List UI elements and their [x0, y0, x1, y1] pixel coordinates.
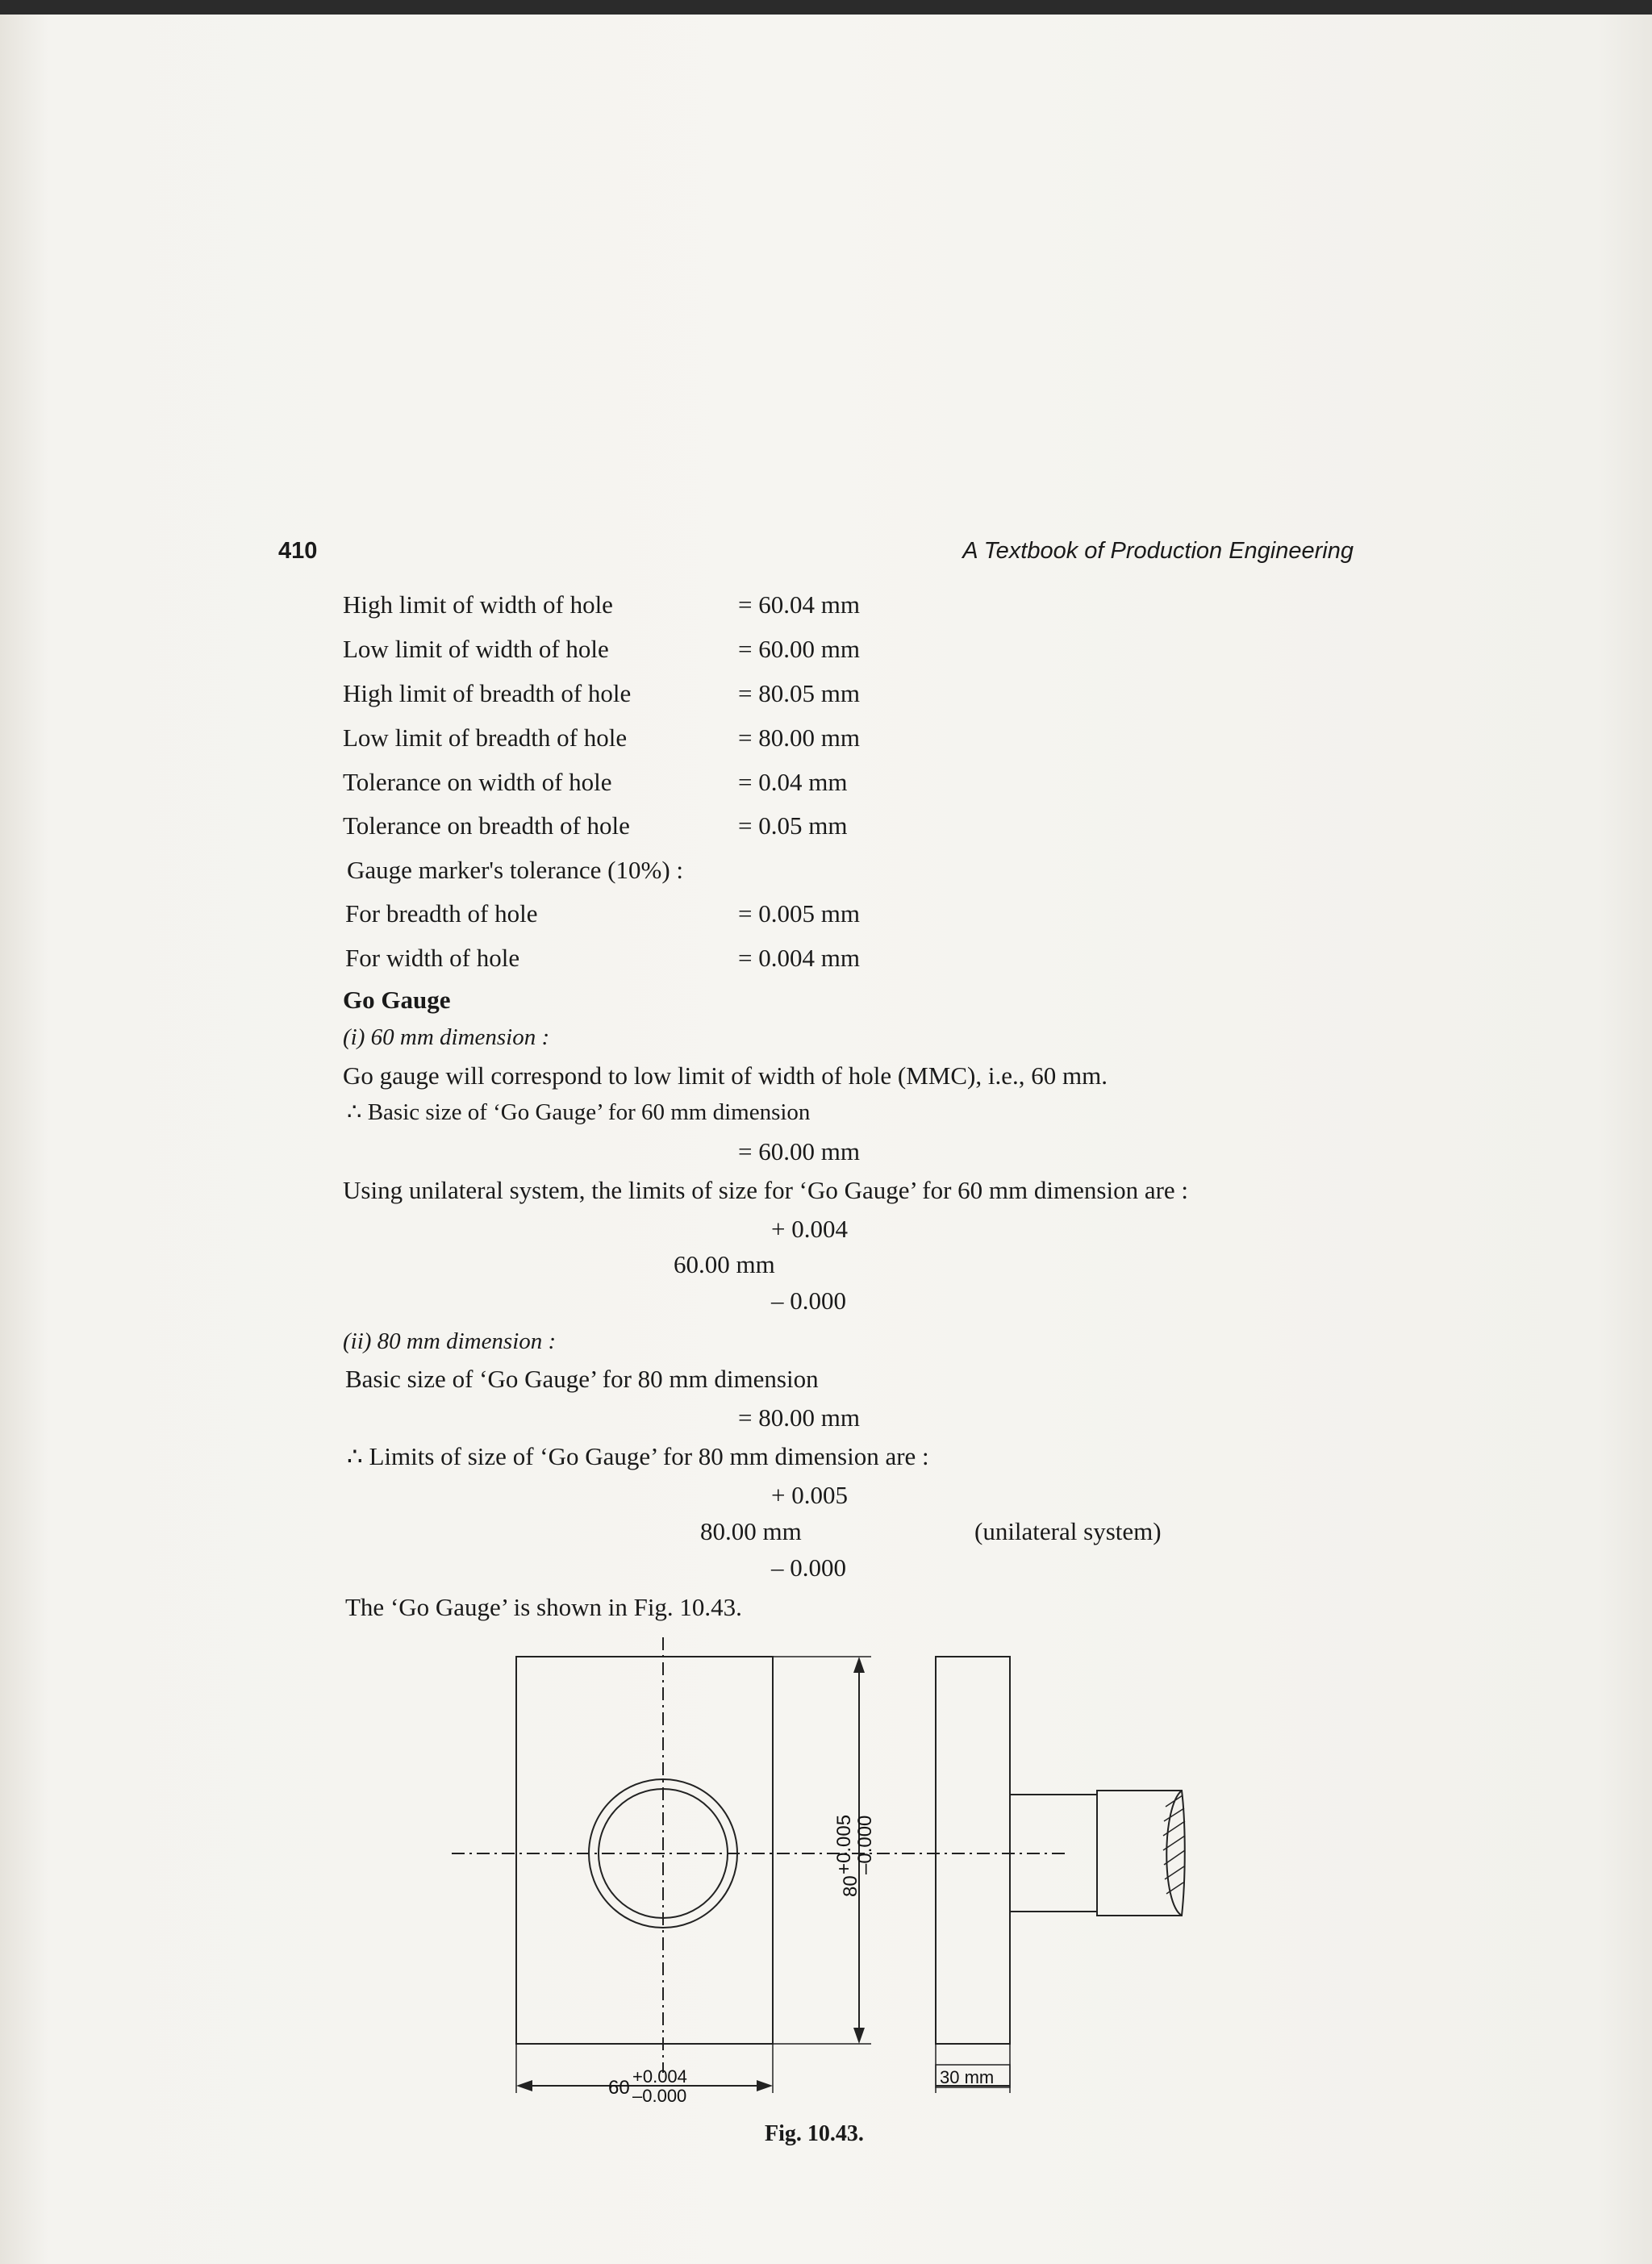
figure-caption: Fig. 10.43. [765, 2121, 864, 2146]
gauge-plate-outline [516, 1657, 773, 2044]
go-gauge-drawing [452, 1637, 1210, 2105]
upper-tolerance: + 0.004 [771, 1215, 848, 1243]
thickness-dim-value: 30 mm [940, 2067, 995, 2087]
subsection-heading: (i) 60 mm dimension : [343, 1024, 550, 1050]
paragraph-line: Using unilateral system, the limits of size for ‘Go Gauge’ for 60 mm dimension are : [343, 1176, 1189, 1204]
limit-label: Tolerance on breadth of hole [343, 811, 630, 840]
limit-value: = 0.05 mm [738, 811, 848, 840]
page-number: 410 [278, 538, 318, 564]
horizontal-dim-tol-upper: +0.004 [632, 2066, 687, 2087]
basic-size-value: = 60.00 mm [738, 1137, 860, 1165]
basic-dimension: 60.00 mm [674, 1250, 775, 1278]
tolerance-label: For width of hole [345, 944, 520, 972]
tolerance-label: For breadth of hole [345, 899, 538, 928]
scan-top-edge [0, 0, 1652, 15]
limit-label: High limit of width of hole [343, 590, 613, 619]
limit-value: = 80.05 mm [738, 679, 860, 707]
paragraph-line: Basic size of ‘Go Gauge’ for 80 mm dimension [345, 1365, 819, 1393]
limit-value: = 80.00 mm [738, 723, 860, 752]
horizontal-dim-tol-lower: –0.000 [632, 2086, 687, 2105]
subsection-heading: (ii) 80 mm dimension : [343, 1328, 557, 1354]
limit-label: Low limit of width of hole [343, 635, 609, 663]
lower-tolerance: – 0.000 [771, 1286, 846, 1315]
limit-value: = 0.04 mm [738, 768, 848, 796]
limit-label: High limit of breadth of hole [343, 679, 632, 707]
limit-label: Tolerance on width of hole [343, 768, 612, 796]
limit-value: = 60.00 mm [738, 635, 860, 663]
paragraph-line: ∴ Limits of size of ‘Go Gauge’ for 80 mm dimension are : [347, 1442, 929, 1470]
vertical-dim-value: 80 [840, 1875, 861, 1897]
horizontal-dim-value: 60 [608, 2077, 630, 2099]
limit-value: = 60.04 mm [738, 590, 860, 619]
vertical-dim-tol-upper: +0.005 [833, 1814, 855, 1874]
gauge-tolerance-heading: Gauge marker's tolerance (10%) : [347, 856, 684, 884]
vertical-dim-tol-lower: –0.000 [854, 1815, 876, 1874]
paragraph-line: Go gauge will correspond to low limit of width of hole (MMC), i.e., 60 mm. [343, 1061, 1108, 1090]
limit-label: Low limit of breadth of hole [343, 723, 628, 752]
handle-break [1166, 1791, 1182, 1916]
figure-reference-line: The ‘Go Gauge’ is shown in Fig. 10.43. [345, 1593, 742, 1621]
side-view-outline [936, 1657, 1010, 2044]
basic-dimension: 80.00 mm [700, 1517, 802, 1545]
basic-size-value: = 80.00 mm [738, 1403, 860, 1432]
tolerance-value: = 0.005 mm [738, 899, 860, 928]
upper-tolerance: + 0.005 [771, 1481, 848, 1509]
tolerance-value: = 0.004 mm [738, 944, 860, 972]
dimension-arrowheads [516, 1657, 865, 2091]
running-head-title: A Textbook of Production Engineering [962, 538, 1354, 564]
section-heading: Go Gauge [343, 986, 451, 1014]
paragraph-line: ∴ Basic size of ‘Go Gauge’ for 60 mm dimension [347, 1099, 811, 1125]
lower-tolerance: – 0.000 [771, 1553, 846, 1582]
system-note: (unilateral system) [974, 1517, 1162, 1545]
